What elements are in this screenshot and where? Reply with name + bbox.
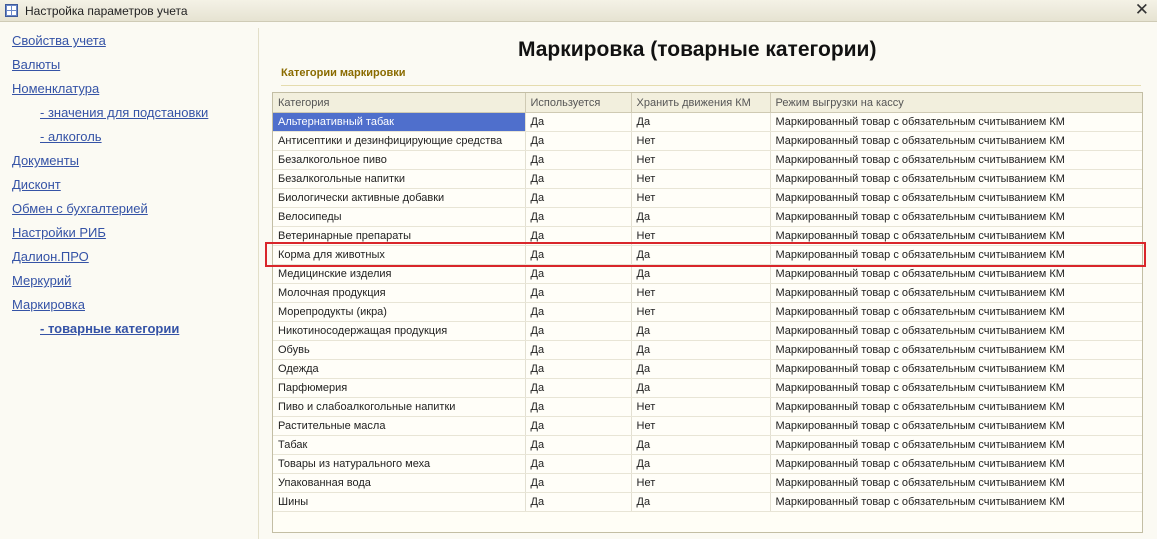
table-cell-store-km[interactable]: Нет xyxy=(631,284,770,303)
table-row[interactable] xyxy=(273,398,1142,417)
table-cell-used[interactable]: Да xyxy=(525,265,631,284)
table-row[interactable] xyxy=(273,493,1142,512)
table-cell-store-km[interactable]: Нет xyxy=(631,417,770,436)
table-cell-export-mode[interactable]: Маркированный товар с обязательным считыванием КМ xyxy=(770,474,1142,493)
table-cell-category[interactable]: Пиво и слабоалкогольные напитки xyxy=(273,398,525,417)
table-cell-category[interactable]: Одежда xyxy=(273,360,525,379)
table-row[interactable] xyxy=(273,151,1142,170)
table-cell-category[interactable]: Никотиносодержащая продукция xyxy=(273,322,525,341)
table-cell-export-mode[interactable]: Маркированный товар с обязательным считыванием КМ xyxy=(770,398,1142,417)
window-title: Настройка параметров учета xyxy=(25,4,188,18)
table-cell-store-km[interactable]: Да xyxy=(631,265,770,284)
sidebar-item-accounting-properties[interactable]: Свойства учета xyxy=(12,33,106,48)
table-row[interactable] xyxy=(273,322,1142,341)
table-cell-used[interactable]: Да xyxy=(525,208,631,227)
table-cell-store-km[interactable]: Да xyxy=(631,379,770,398)
table-cell-export-mode[interactable]: Маркированный товар с обязательным считыванием КМ xyxy=(770,341,1142,360)
column-header-export-mode[interactable]: Режим выгрузки на кассу xyxy=(770,93,1142,113)
table-cell-category[interactable]: Альтернативный табак xyxy=(273,113,525,132)
sidebar-divider xyxy=(258,28,259,539)
table-row[interactable] xyxy=(273,246,1142,265)
table-row[interactable] xyxy=(273,417,1142,436)
table-cell-category[interactable]: Безалкогольные напитки xyxy=(273,170,525,189)
table-cell-category[interactable]: Обувь xyxy=(273,341,525,360)
table-cell-category[interactable]: Безалкогольное пиво xyxy=(273,151,525,170)
table-cell-category[interactable]: Табак xyxy=(273,436,525,455)
table-cell-category[interactable]: Растительные масла xyxy=(273,417,525,436)
table-cell-store-km[interactable]: Да xyxy=(631,341,770,360)
sidebar-item-alcohol[interactable]: - алкоголь xyxy=(40,129,102,144)
table-row[interactable] xyxy=(273,360,1142,379)
sidebar-item-mercury[interactable]: Меркурий xyxy=(12,273,72,288)
table-cell-used[interactable]: Да xyxy=(525,436,631,455)
table-cell-category[interactable]: Корма для животных xyxy=(273,246,525,265)
sidebar-item-accounting-exchange[interactable]: Обмен с бухгалтерией xyxy=(12,201,148,216)
sidebar-item-marking[interactable]: Маркировка xyxy=(12,297,85,312)
table-cell-export-mode[interactable]: Маркированный товар с обязательным считыванием КМ xyxy=(770,379,1142,398)
section-title: Категории маркировки xyxy=(281,67,406,79)
table-cell-store-km[interactable]: Нет xyxy=(631,227,770,246)
table-cell-used[interactable]: Да xyxy=(525,360,631,379)
table-cell-export-mode[interactable]: Маркированный товар с обязательным считыванием КМ xyxy=(770,303,1142,322)
table-cell-category[interactable]: Медицинские изделия xyxy=(273,265,525,284)
table-cell-used[interactable]: Да xyxy=(525,303,631,322)
column-header-store-km[interactable]: Хранить движения КМ xyxy=(631,93,770,113)
table-cell-export-mode[interactable]: Маркированный товар с обязательным считыванием КМ xyxy=(770,455,1142,474)
table-cell-used[interactable]: Да xyxy=(525,284,631,303)
table-cell-used[interactable]: Да xyxy=(525,246,631,265)
table-cell-export-mode[interactable]: Маркированный товар с обязательным считыванием КМ xyxy=(770,170,1142,189)
table-row[interactable] xyxy=(273,208,1142,227)
sidebar-item-rib-settings[interactable]: Настройки РИБ xyxy=(12,225,106,240)
table-cell-export-mode[interactable]: Маркированный товар с обязательным считыванием КМ xyxy=(770,189,1142,208)
table-header-row xyxy=(273,93,1142,113)
table-cell-used[interactable]: Да xyxy=(525,170,631,189)
table-cell-used[interactable]: Да xyxy=(525,474,631,493)
sidebar-item-discount[interactable]: Дисконт xyxy=(12,177,61,192)
table-cell-category[interactable]: Морепродукты (икра) xyxy=(273,303,525,322)
table-cell-store-km[interactable]: Да xyxy=(631,113,770,132)
section-divider xyxy=(281,85,1141,86)
categories-table[interactable] xyxy=(272,92,1143,533)
table-row[interactable] xyxy=(273,265,1142,284)
table-cell-used[interactable]: Да xyxy=(525,189,631,208)
table-cell-store-km[interactable]: Нет xyxy=(631,474,770,493)
table-cell-export-mode[interactable]: Маркированный товар с обязательным считыванием КМ xyxy=(770,208,1142,227)
table-cell-store-km[interactable]: Да xyxy=(631,436,770,455)
table-cell-used[interactable]: Да xyxy=(525,398,631,417)
table-cell-store-km[interactable]: Нет xyxy=(631,303,770,322)
column-header-used[interactable]: Используется xyxy=(525,93,631,113)
table-cell-export-mode[interactable]: Маркированный товар с обязательным считыванием КМ xyxy=(770,360,1142,379)
table-cell-export-mode[interactable]: Маркированный товар с обязательным считыванием КМ xyxy=(770,436,1142,455)
table-cell-export-mode[interactable]: Маркированный товар с обязательным считыванием КМ xyxy=(770,227,1142,246)
table-cell-used[interactable]: Да xyxy=(525,151,631,170)
table-cell-category[interactable]: Ветеринарные препараты xyxy=(273,227,525,246)
table-cell-category[interactable]: Упакованная вода xyxy=(273,474,525,493)
table-cell-export-mode[interactable]: Маркированный товар с обязательным считыванием КМ xyxy=(770,417,1142,436)
table-cell-category[interactable]: Молочная продукция xyxy=(273,284,525,303)
table-row[interactable] xyxy=(273,113,1142,132)
window-titlebar xyxy=(0,0,1157,22)
table-cell-export-mode[interactable]: Маркированный товар с обязательным считыванием КМ xyxy=(770,322,1142,341)
table-cell-export-mode[interactable]: Маркированный товар с обязательным считыванием КМ xyxy=(770,493,1142,512)
table-row[interactable] xyxy=(273,474,1142,493)
table-cell-category[interactable]: Велосипеды xyxy=(273,208,525,227)
sidebar-item-documents[interactable]: Документы xyxy=(12,153,80,168)
close-icon[interactable]: ✕ xyxy=(1134,0,1149,19)
table-cell-used[interactable]: Да xyxy=(525,379,631,398)
table-cell-export-mode[interactable]: Маркированный товар с обязательным считыванием КМ xyxy=(770,113,1142,132)
table-cell-category[interactable]: Антисептики и дезинфицирующие средства xyxy=(273,132,525,151)
table-row[interactable] xyxy=(273,189,1142,208)
table-cell-store-km[interactable]: Нет xyxy=(631,132,770,151)
sidebar-item-dalion-pro[interactable]: Далион.ПРО xyxy=(12,249,89,264)
table-cell-store-km[interactable]: Да xyxy=(631,208,770,227)
sidebar-item-substitution-values[interactable]: - значения для подстановки xyxy=(40,105,209,120)
table-cell-category[interactable]: Парфюмерия xyxy=(273,379,525,398)
table-cell-category[interactable]: Биологически активные добавки xyxy=(273,189,525,208)
table-cell-store-km[interactable]: Нет xyxy=(631,170,770,189)
table-cell-store-km[interactable]: Да xyxy=(631,322,770,341)
table-cell-used[interactable]: Да xyxy=(525,132,631,151)
table-row[interactable] xyxy=(273,132,1142,151)
table-cell-used[interactable]: Да xyxy=(525,341,631,360)
table-cell-store-km[interactable]: Да xyxy=(631,493,770,512)
sidebar xyxy=(0,22,258,539)
table-cell-store-km[interactable]: Нет xyxy=(631,151,770,170)
table-cell-used[interactable]: Да xyxy=(525,417,631,436)
table-row[interactable] xyxy=(273,227,1142,246)
table-cell-category[interactable]: Товары из натурального меха xyxy=(273,455,525,474)
table-cell-store-km[interactable]: Да xyxy=(631,455,770,474)
table-row[interactable] xyxy=(273,379,1142,398)
sidebar-item-product-categories[interactable]: - товарные категории xyxy=(40,321,180,336)
sidebar-item-currencies[interactable]: Валюты xyxy=(12,57,61,72)
table-row[interactable] xyxy=(273,303,1142,322)
table-cell-used[interactable]: Да xyxy=(525,493,631,512)
page-title: Маркировка (товарные категории) xyxy=(518,38,877,61)
table-row[interactable] xyxy=(273,170,1142,189)
table-row[interactable] xyxy=(273,436,1142,455)
table-cell-export-mode[interactable]: Маркированный товар с обязательным считыванием КМ xyxy=(770,246,1142,265)
table-cell-used[interactable]: Да xyxy=(525,455,631,474)
table-cell-store-km[interactable]: Да xyxy=(631,360,770,379)
table-row[interactable] xyxy=(273,284,1142,303)
column-header-category[interactable]: Категория xyxy=(273,93,525,113)
table-cell-export-mode[interactable]: Маркированный товар с обязательным считыванием КМ xyxy=(770,284,1142,303)
table-cell-export-mode[interactable]: Маркированный товар с обязательным считыванием КМ xyxy=(770,151,1142,170)
table-cell-store-km[interactable]: Нет xyxy=(631,398,770,417)
table-cell-used[interactable]: Да xyxy=(525,322,631,341)
table-cell-used[interactable]: Да xyxy=(525,227,631,246)
table-cell-store-km[interactable]: Нет xyxy=(631,189,770,208)
table-cell-category[interactable]: Шины xyxy=(273,493,525,512)
settings-window-icon xyxy=(5,4,18,17)
table-row[interactable] xyxy=(273,455,1142,474)
table-cell-export-mode[interactable]: Маркированный товар с обязательным считыванием КМ xyxy=(770,265,1142,284)
table-row[interactable] xyxy=(273,341,1142,360)
table-cell-used[interactable]: Да xyxy=(525,113,631,132)
table-cell-export-mode[interactable]: Маркированный товар с обязательным считыванием КМ xyxy=(770,132,1142,151)
table-cell-store-km[interactable]: Да xyxy=(631,246,770,265)
sidebar-item-nomenclature[interactable]: Номенклатура xyxy=(12,81,100,96)
